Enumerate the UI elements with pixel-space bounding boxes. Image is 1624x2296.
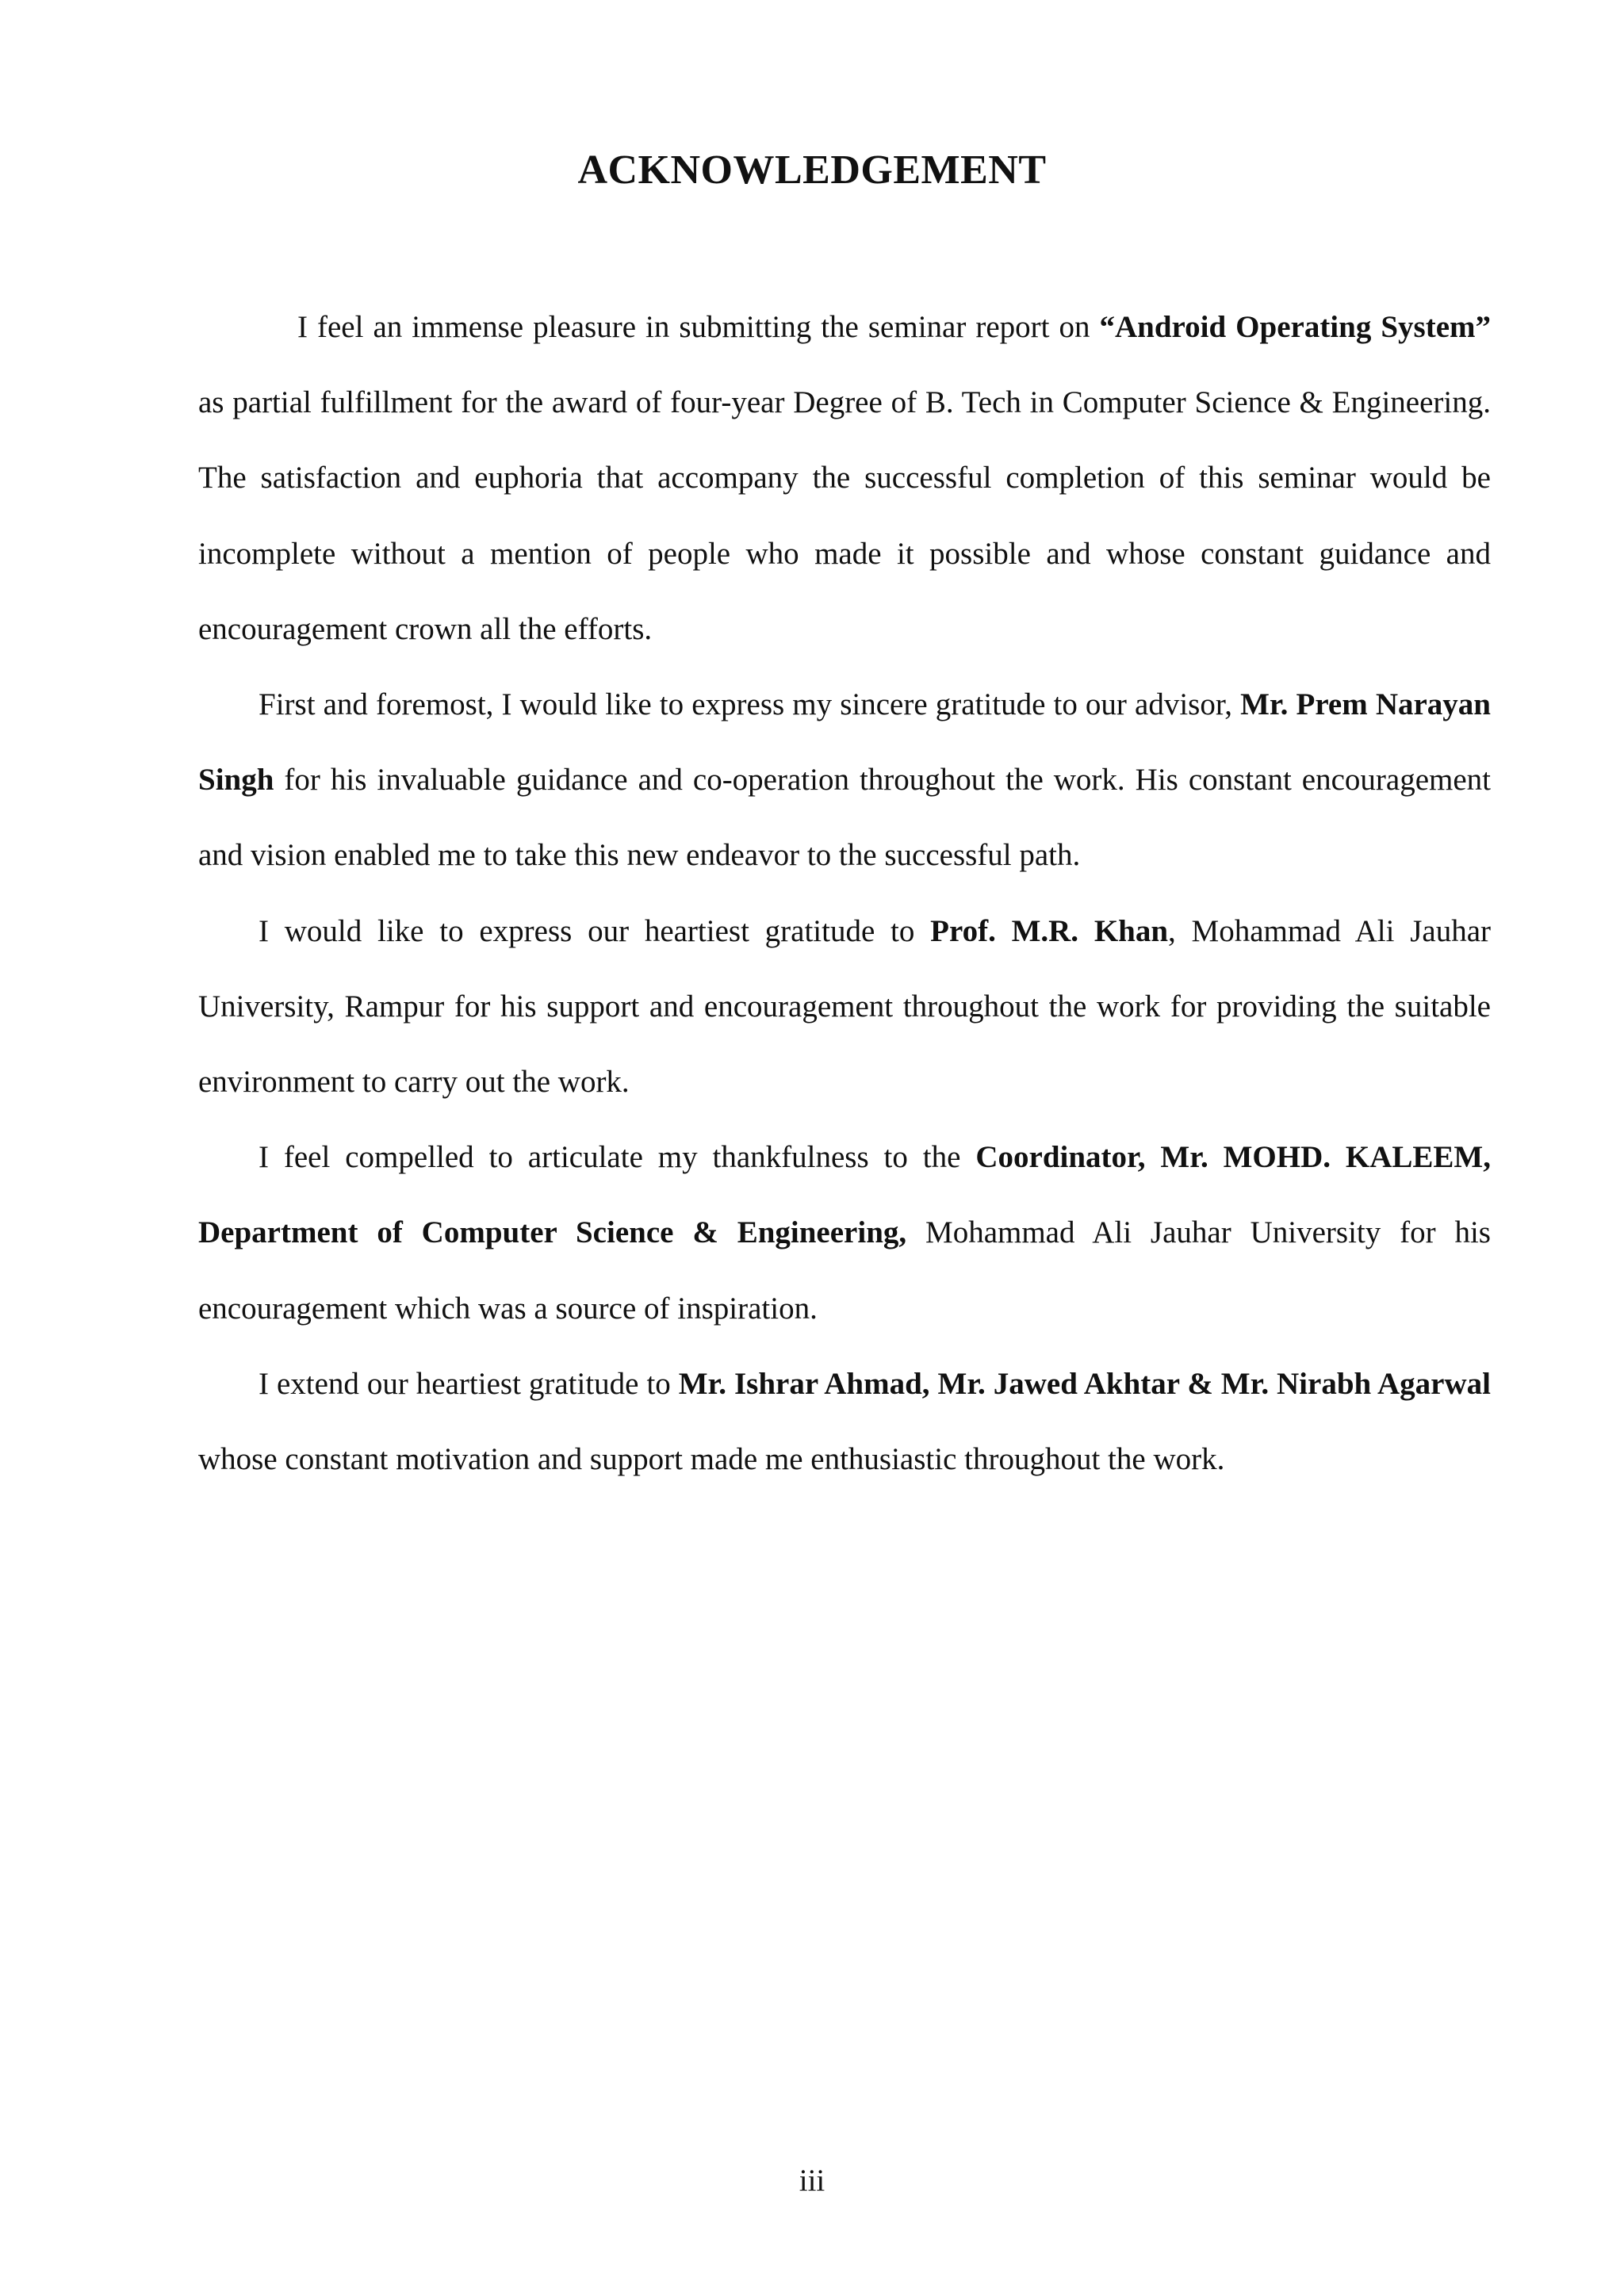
report-title-text: “Android Operating System”	[1099, 310, 1491, 344]
professor-name: Prof. M.R. Khan	[930, 913, 1169, 948]
paragraph-text: First and foremost, I would like to express my sincere gratitude to our advisor,	[259, 687, 1241, 722]
paragraph-professor	[198, 894, 1491, 1120]
mentor-names: Mr. Ishrar Ahmad, Mr. Jawed Akhtar & Mr. Nirabh Agarwal	[678, 1366, 1491, 1401]
paragraph-advisor	[198, 667, 1491, 894]
paragraph-intro	[198, 289, 1491, 667]
paragraph-text: I feel compelled to articulate my thankfulness to the	[259, 1140, 976, 1175]
paragraph-text: I feel an immense pleasure in submitting the seminar report on	[297, 310, 1100, 344]
paragraph-mentors	[198, 1346, 1491, 1497]
page-number: iii	[799, 2164, 825, 2198]
paragraph-text: I extend our heartiest gratitude to	[259, 1366, 679, 1401]
acknowledgement-body	[198, 289, 1491, 1497]
advisor-name: Mr. Prem Narayan Singh	[198, 687, 1491, 798]
paragraph-text: for his invaluable guidance and co-operation throughout the work. His constant encouragement and vision enabled me to take this new endeavor to the successful path.	[198, 763, 1491, 873]
page-title: ACKNOWLEDGEMENT	[577, 147, 1047, 193]
paragraph-text: as partial fulfillment for the award of four-year Degree of B. Tech in Computer Science & Engineering. The satisfaction and euphoria that accompany the successful completion of this seminar would be incomplete without a mention of people who made it possible and whose constant guidance and encouragement crown all the efforts.	[198, 385, 1491, 646]
paragraph-text: whose constant motivation and support made me enthusiastic throughout the work.	[198, 1442, 1225, 1477]
coordinator-name: Coordinator, Mr. MOHD. KALEEM, Department of Computer Science & Engineering,	[198, 1140, 1491, 1250]
paragraph-text: , Mohammad Ali Jauhar University, Rampur for his support and encouragement throughout the work for providing the suitable environment to carry out the work.	[198, 913, 1492, 1100]
paragraph-text: I would like to express our heartiest gratitude to	[259, 913, 931, 948]
paragraph-coordinator	[198, 1119, 1491, 1346]
paragraph-text: Mohammad Ali Jauhar University for his encouragement which was a source of inspiration.	[198, 1215, 1491, 1326]
